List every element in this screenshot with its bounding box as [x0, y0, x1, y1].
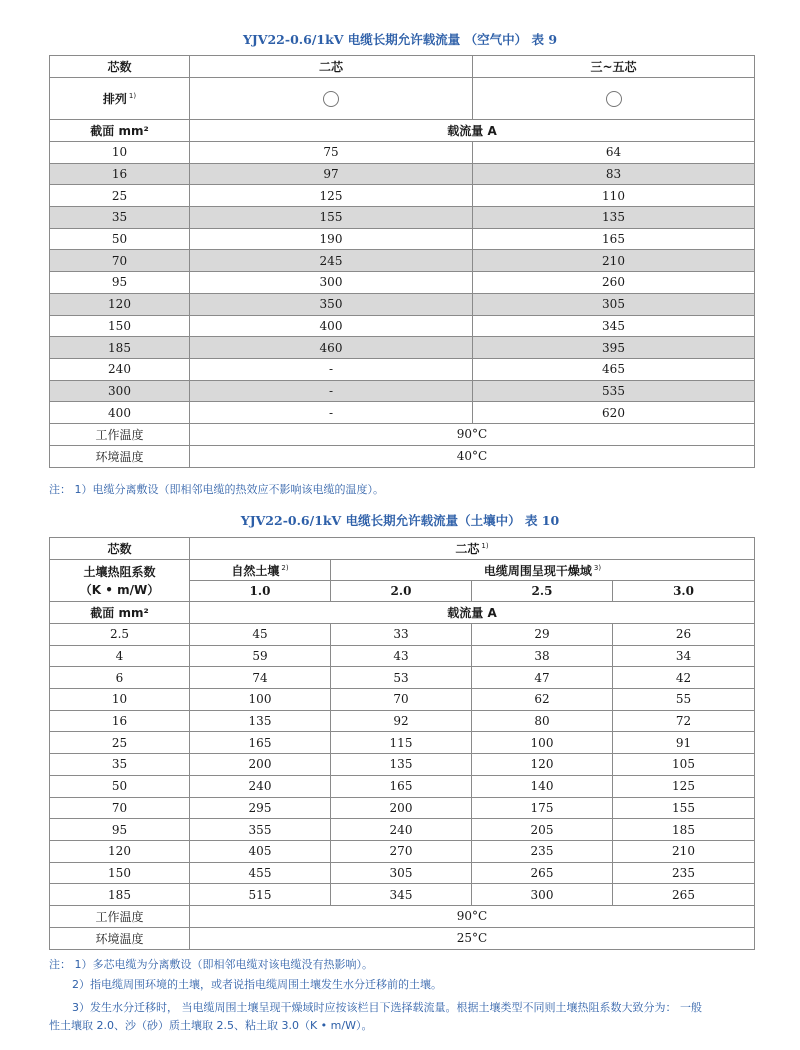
- current-cell: 260: [473, 272, 755, 294]
- current-cell: 29: [472, 624, 613, 646]
- t10-thermal-unit: （K • m/W）: [79, 582, 160, 597]
- current-cell: 59: [190, 645, 331, 667]
- current-cell: 240: [331, 819, 472, 841]
- current-cell: 210: [613, 840, 755, 862]
- current-cell: 125: [190, 185, 473, 207]
- table-row: [50, 732, 755, 754]
- table-row: [50, 358, 755, 380]
- table-row: [50, 142, 755, 164]
- t9-arrangement-header: [50, 78, 190, 120]
- current-cell: 345: [473, 315, 755, 337]
- t9-arrangement-footnote: 1): [128, 92, 137, 100]
- table-row: [50, 228, 755, 250]
- current-cell: 135: [331, 754, 472, 776]
- section-cell: 150: [50, 315, 190, 337]
- t10-dry-zone-label: 电缆周围呈现干燥域: [483, 563, 592, 578]
- current-cell: 305: [473, 293, 755, 315]
- current-cell: 115: [331, 732, 472, 754]
- t10-natural-footnote: 2): [281, 563, 289, 572]
- section-cell: 35: [50, 207, 190, 229]
- current-cell: 155: [190, 207, 473, 229]
- current-cell: 620: [473, 402, 755, 424]
- section-cell: 16: [50, 710, 190, 732]
- t9-body: [50, 142, 755, 424]
- current-cell: 265: [613, 884, 755, 906]
- t10-cores-header: 芯数: [50, 538, 190, 560]
- table-row: [50, 293, 755, 315]
- table-row: [50, 754, 755, 776]
- table-row: [50, 337, 755, 359]
- section-cell: 70: [50, 250, 190, 272]
- current-cell: 400: [190, 315, 473, 337]
- current-cell: 74: [190, 667, 331, 689]
- current-cell: 155: [613, 797, 755, 819]
- current-cell: 64: [473, 142, 755, 164]
- t10-work-temp: 90°C: [190, 905, 755, 927]
- current-cell: 135: [190, 710, 331, 732]
- section-cell: 240: [50, 358, 190, 380]
- table-row: [50, 624, 755, 646]
- current-cell: 38: [472, 645, 613, 667]
- section-cell: 10: [50, 689, 190, 711]
- section-cell: 25: [50, 732, 190, 754]
- table-row: [50, 797, 755, 819]
- t10-note-4: 性土壤取 2.0、沙（砂）质土壤取 2.5、粘土取 3.0（K • m/W）。: [49, 1019, 373, 1032]
- current-cell: 140: [472, 775, 613, 797]
- table-row: [50, 819, 755, 841]
- t9-env-temp: 40°C: [190, 445, 755, 467]
- current-cell: 105: [613, 754, 755, 776]
- current-cell: 33: [331, 624, 472, 646]
- cable-circle-icon: [323, 91, 339, 107]
- current-cell: 190: [190, 228, 473, 250]
- t9-work-temp: 90°C: [190, 423, 755, 445]
- t9-arrangement-label: 排列: [102, 92, 127, 106]
- t10-thermal-header: [50, 560, 190, 602]
- current-cell: 185: [613, 819, 755, 841]
- t10-dry-zone-header: [331, 560, 755, 581]
- t9-env-temp-label: 环境温度: [50, 445, 190, 467]
- section-cell: 50: [50, 228, 190, 250]
- current-cell: 240: [190, 775, 331, 797]
- section-cell: 2.5: [50, 624, 190, 646]
- table-row: [50, 163, 755, 185]
- section-cell: 16: [50, 163, 190, 185]
- t10-env-temp: 25°C: [190, 927, 755, 949]
- t10-note-3: 3）发生水分迁移时， 当电缆周围土壤呈现干燥域时应按该栏目下选择载流量。根据土壤类型不同则土壤热阻系数大致分为： 一般: [72, 1001, 702, 1014]
- t10-r-value: 2.5: [472, 581, 613, 602]
- t9-section-header: 截面 mm²: [50, 120, 190, 142]
- current-cell: 135: [473, 207, 755, 229]
- t10-two-core-header: [190, 538, 755, 560]
- current-cell: 110: [473, 185, 755, 207]
- current-cell: 100: [190, 689, 331, 711]
- current-cell: 270: [331, 840, 472, 862]
- current-cell: -: [190, 358, 473, 380]
- t10-current-header: 载流量 A: [190, 602, 755, 624]
- current-cell: 92: [331, 710, 472, 732]
- section-cell: 4: [50, 645, 190, 667]
- section-cell: 120: [50, 840, 190, 862]
- current-cell: 45: [190, 624, 331, 646]
- current-cell: 460: [190, 337, 473, 359]
- section-cell: 70: [50, 797, 190, 819]
- current-cell: 235: [613, 862, 755, 884]
- current-cell: 43: [331, 645, 472, 667]
- t10-note-2: 2）指电缆周围环境的土壤，或者说指电缆周围土壤发生水分迁移前的土壤。: [72, 978, 442, 991]
- table-row: [50, 862, 755, 884]
- current-cell: -: [190, 402, 473, 424]
- table-row: [50, 645, 755, 667]
- section-cell: 10: [50, 142, 190, 164]
- current-cell: 405: [190, 840, 331, 862]
- current-cell: 42: [613, 667, 755, 689]
- section-cell: 185: [50, 884, 190, 906]
- t9-cores-header: 芯数: [50, 56, 190, 78]
- section-cell: 95: [50, 819, 190, 841]
- current-cell: 205: [472, 819, 613, 841]
- section-cell: 300: [50, 380, 190, 402]
- t10-natural-soil-label: 自然土壤: [231, 563, 280, 578]
- t10-note-1: 注： 1）多芯电缆为分离敷设（即相邻电缆对该电缆没有热影响）。: [49, 958, 373, 971]
- section-cell: 185: [50, 337, 190, 359]
- current-cell: 72: [613, 710, 755, 732]
- table-row: [50, 315, 755, 337]
- table9-title: YJV22-0.6/1kV 电缆长期允许载流量 （空气中） 表 9: [242, 32, 558, 47]
- t10-body: [50, 624, 755, 906]
- current-cell: 200: [331, 797, 472, 819]
- current-cell: 345: [331, 884, 472, 906]
- current-cell: 83: [473, 163, 755, 185]
- t10-work-temp-label: 工作温度: [50, 905, 190, 927]
- t10-two-core-footnote: 1): [481, 542, 489, 550]
- current-cell: 70: [331, 689, 472, 711]
- t10-section-header: 截面 mm²: [50, 602, 190, 624]
- current-cell: 200: [190, 754, 331, 776]
- current-cell: 235: [472, 840, 613, 862]
- current-cell: 300: [472, 884, 613, 906]
- t9-arrangement-three: [473, 78, 755, 120]
- current-cell: 395: [473, 337, 755, 359]
- current-cell: 175: [472, 797, 613, 819]
- table-row: [50, 840, 755, 862]
- current-cell: 295: [190, 797, 331, 819]
- t9-arrangement-two: [190, 78, 473, 120]
- t9-current-header: 载流量 A: [190, 120, 755, 142]
- table9: [49, 55, 755, 468]
- current-cell: 165: [331, 775, 472, 797]
- current-cell: 100: [472, 732, 613, 754]
- section-cell: 150: [50, 862, 190, 884]
- current-cell: 97: [190, 163, 473, 185]
- t10-two-core-label: 二芯: [455, 542, 480, 556]
- table10: [49, 537, 755, 950]
- current-cell: 245: [190, 250, 473, 272]
- current-cell: 165: [473, 228, 755, 250]
- table-row: [50, 380, 755, 402]
- current-cell: 265: [472, 862, 613, 884]
- current-cell: 26: [613, 624, 755, 646]
- current-cell: 75: [190, 142, 473, 164]
- t9-work-temp-label: 工作温度: [50, 423, 190, 445]
- t10-r-value: 3.0: [613, 581, 755, 602]
- section-cell: 400: [50, 402, 190, 424]
- section-cell: 35: [50, 754, 190, 776]
- t9-three-five-core-header: 三~五芯: [473, 56, 755, 78]
- t9-two-core-header: 二芯: [190, 56, 473, 78]
- current-cell: 355: [190, 819, 331, 841]
- current-cell: 465: [473, 358, 755, 380]
- current-cell: 62: [472, 689, 613, 711]
- section-cell: 50: [50, 775, 190, 797]
- section-cell: 95: [50, 272, 190, 294]
- table-row: [50, 250, 755, 272]
- table-row: [50, 667, 755, 689]
- current-cell: 91: [613, 732, 755, 754]
- current-cell: 80: [472, 710, 613, 732]
- cable-circle-icon: [606, 91, 622, 107]
- current-cell: 34: [613, 645, 755, 667]
- current-cell: 120: [472, 754, 613, 776]
- current-cell: 210: [473, 250, 755, 272]
- section-cell: 120: [50, 293, 190, 315]
- current-cell: 535: [473, 380, 755, 402]
- t10-dry-footnote: 3): [593, 563, 602, 572]
- table-row: [50, 775, 755, 797]
- current-cell: 125: [613, 775, 755, 797]
- t10-thermal-label: 土壤热阻系数: [83, 564, 156, 579]
- table-row: [50, 689, 755, 711]
- table-row: [50, 884, 755, 906]
- current-cell: -: [190, 380, 473, 402]
- table-row: [50, 402, 755, 424]
- current-cell: 55: [613, 689, 755, 711]
- current-cell: 305: [331, 862, 472, 884]
- table-row: [50, 207, 755, 229]
- section-cell: 25: [50, 185, 190, 207]
- t10-r-value: 2.0: [331, 581, 472, 602]
- current-cell: 47: [472, 667, 613, 689]
- current-cell: 515: [190, 884, 331, 906]
- t10-natural-soil-header: [190, 560, 331, 581]
- table-row: [50, 710, 755, 732]
- t10-r-value: 1.0: [190, 581, 331, 602]
- current-cell: 350: [190, 293, 473, 315]
- t10-env-temp-label: 环境温度: [50, 927, 190, 949]
- table10-title: YJV22-0.6/1kV 电缆长期允许载流量（土壤中） 表 10: [240, 513, 560, 528]
- current-cell: 300: [190, 272, 473, 294]
- current-cell: 53: [331, 667, 472, 689]
- current-cell: 455: [190, 862, 331, 884]
- t9-note: 注： 1）电缆分离敷设（即相邻电缆的热效应不影响该电缆的温度）。: [49, 483, 384, 496]
- current-cell: 165: [190, 732, 331, 754]
- table-row: [50, 185, 755, 207]
- section-cell: 6: [50, 667, 190, 689]
- table-row: [50, 272, 755, 294]
